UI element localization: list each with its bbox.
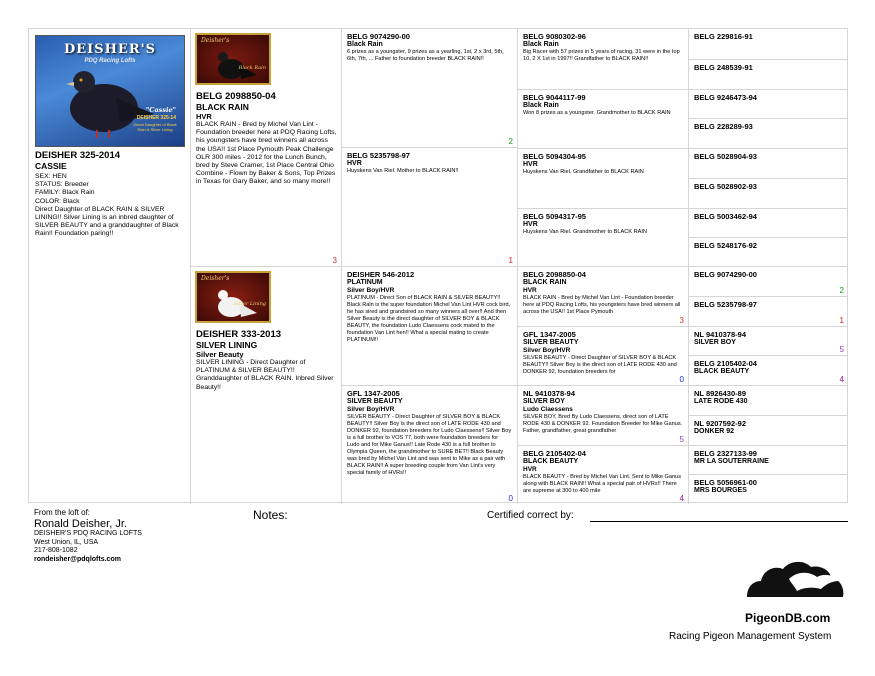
gen4-ref-number-7: 4 (679, 494, 684, 503)
gen5-cell-6 (688, 208, 848, 238)
gen4-desc-2: Huyskens Van Riel. Grandfather to BLACK RAIN (523, 169, 644, 175)
gen5-name-13: DONKER 92 (694, 428, 735, 435)
loft-name: DEISHER'S PDQ RACING LOFTS (34, 530, 142, 537)
gen4-strain-6: Ludo Claessens (523, 406, 573, 413)
gen3-ref-number-0: 2 (508, 137, 513, 146)
photo-title: DEISHER'S (63, 42, 156, 57)
gen4-strain-7: HVR (523, 466, 537, 473)
photo-caption: "Cassie" (145, 106, 176, 114)
gen5-id-5: BELG 5028902-93 (694, 182, 757, 191)
gen5-id-6: BELG 5003462-94 (694, 212, 757, 221)
gen5-name-14: MR LA SOUTERRAINE (694, 458, 769, 465)
gen3-desc-0: 6 prizes as a youngster, 9 prizes as a yearling, 1st, 2 x 3rd, 5th, 6th, 7th, ... Father to foundation breeder BLACK RAIN!! (347, 49, 504, 62)
gen5-id-10: NL 9410378-94 (694, 330, 746, 339)
gen5-name-10: SILVER BOY (694, 339, 736, 346)
gen4-name-4: BLACK RAIN (523, 279, 567, 286)
loft-phone: 217-808-1082 (34, 547, 78, 554)
gen3-id-2: DEISHER 546-2012 (347, 270, 415, 279)
gen3-name-3: SILVER BEAUTY (347, 398, 403, 405)
dam-name: SILVER LINING (196, 340, 258, 350)
gen4-cell-7 (517, 445, 689, 504)
gen5-cell-11 (688, 355, 848, 386)
gen5-cell-10 (688, 326, 848, 356)
gen5-ref-number-11: 4 (839, 375, 844, 384)
gen3-ref-number-3: 0 (508, 494, 513, 503)
gen5-cell-13 (688, 415, 848, 446)
gen3-name-1: HVR (347, 160, 362, 167)
notes-label: Notes: (253, 508, 288, 522)
subject-name: CASSIE (35, 161, 67, 171)
photo-subtitle: PDQ Racing Lofts (84, 58, 136, 64)
gen4-name-2: HVR (523, 161, 538, 168)
gen4-id-1: BELG 9044117-99 (523, 93, 586, 102)
gen5-id-8: BELG 9074290-00 (694, 270, 757, 279)
loft-city: West Union, IL, USA (34, 538, 99, 546)
pigeondb-logo-icon (745, 557, 847, 605)
gen4-strain-4: HVR (523, 287, 537, 294)
gen4-name-3: HVR (523, 221, 538, 228)
gen5-id-14: BELG 2327133-99 (694, 449, 757, 458)
gen5-id-4: BELG 5028904-93 (694, 152, 757, 161)
gen4-desc-3: Huyskens Van Riel. Grandmother to BLACK RAIN (523, 229, 647, 235)
gen5-name-15: MRS BOURGES (694, 487, 747, 494)
gen4-cell-1 (517, 89, 689, 149)
gen5-cell-2 (688, 89, 848, 119)
gen3-desc-2: PLATINUM - Direct Son of BLACK RAIN & SILVER BEAUTY!! Black Rain is the super foundation Michel Van Lint HVR cock bird, he has sired and grandsired so many winners all over!! And then Silver Beauty is the direct daughter of SILVER BOY & BLACK BEAUTY, the foundation Ludo Claessens cock mated to the foundation Van Lint hen!! What a special mating to create PLATINUM!! (347, 294, 511, 343)
gen4-cell-0 (517, 29, 689, 90)
gen5-id-3: BELG 228289-93 (694, 122, 753, 131)
sire-description: BLACK RAIN - Bred by Michel Van Lint - Foundation breeder here at PDQ Racing Lofts, his youngsters have bred winners all across the USA!! 1st Place Pymouth Peak Challenge OLR 300 miles - 2012 for the Lunch Bunch, bred by Steve Cramer, 1st Place Central Ohio Combine - Flown by Baker & Sons, Top Prizes in Texas for Gary Baker, and so many more!! (196, 121, 337, 186)
gen5-cell-7 (688, 237, 848, 267)
subject-family: FAMILY: Black Rain (35, 189, 95, 197)
gen5-id-12: NL 8926430-89 (694, 389, 746, 398)
gen4-cell-2 (517, 148, 689, 209)
gen4-id-7: BELG 2105402-04 (523, 449, 586, 458)
sire-cell (190, 29, 342, 267)
gen4-desc-0: Big Racer with 57 prizes in 5 years of racing, 31 were in the top 10, 2 X 1st in 1997!! Grandfather to BLACK RAIN!! (523, 49, 680, 62)
gen3-ref-number-1: 1 (508, 256, 513, 265)
gen5-id-1: BELG 248539-91 (694, 63, 753, 72)
photo-caption-id: DEISHER 325-14 (136, 115, 176, 121)
gen4-cell-5 (517, 326, 689, 386)
gen4-ref-number-5: 0 (679, 375, 684, 384)
brand-tagline: Racing Pigeon Management System (669, 631, 832, 642)
gen5-ref-number-9: 1 (839, 316, 844, 325)
dam-photo-title: Deisher's (201, 275, 230, 282)
gen4-desc-5: SILVER BEAUTY - Direct Daughter of SILVER BOY & BLACK BEAUTY!! Silver Boy is the direct son of LATE RODE 430 and DONKER 92, foundation breeders for (523, 354, 677, 375)
gen5-id-15: BELG 5056961-00 (694, 478, 757, 487)
gen5-cell-8 (688, 266, 848, 297)
pedigree-sheet (28, 28, 848, 503)
gen5-name-12: LATE RODE 430 (694, 398, 748, 405)
gen4-strain-5: Silver Boy/HVR (523, 347, 571, 354)
dam-photo (195, 271, 271, 323)
gen5-cell-1 (688, 59, 848, 90)
dam-strain: Silver Beauty (196, 350, 244, 359)
gen5-cell-14 (688, 445, 848, 475)
gen4-name-1: Black Rain (523, 102, 559, 109)
signature-line[interactable] (590, 521, 848, 522)
loft-email: rondeisher@pdqlofts.com (34, 555, 121, 563)
gen5-cell-9 (688, 296, 848, 327)
dam-description: SILVER LINING - Direct Daughter of PLATINUM & SILVER BEAUTY!! Granddaughter of BLACK RAIN. Inbred Silver Beauty!! (196, 359, 334, 391)
gen5-cell-5 (688, 178, 848, 209)
gen4-desc-1: Won 8 prizes as a youngster. Grandmother to BLACK RAIN (523, 110, 671, 116)
subject-photo (35, 35, 185, 147)
gen4-cell-6 (517, 385, 689, 446)
gen3-cell-3 (341, 385, 518, 504)
gen3-strain-2: Silver Boy/HVR (347, 287, 395, 294)
gen3-cell-0 (341, 29, 518, 148)
gen5-name-11: BLACK BEAUTY (694, 368, 750, 375)
gen5-id-0: BELG 229816-91 (694, 32, 753, 41)
dam-cell (190, 266, 342, 504)
subject-color: COLOR: Black (35, 197, 80, 205)
gen3-name-0: Black Rain (347, 41, 383, 48)
gen4-id-5: GFL 1347-2005 (523, 330, 576, 339)
gen4-ref-number-6: 5 (679, 435, 684, 444)
gen5-id-9: BELG 5235798-97 (694, 300, 757, 309)
sire-strain: HVR (196, 112, 212, 121)
dam-id: DEISHER 333-2013 (196, 329, 282, 340)
photo-caption-note: Direct Daughter of Black Rain & Silver Lining (133, 122, 177, 132)
gen3-name-2: PLATINUM (347, 279, 383, 286)
owner-name: Ronald Deisher, Jr. (34, 518, 127, 530)
certified-label: Certified correct by: (487, 510, 574, 521)
sire-id: BELG 2098850-04 (196, 91, 276, 102)
sire-photo-caption: Black Rain (238, 65, 266, 71)
dam-photo-caption: Silver Lining (233, 301, 266, 307)
gen5-id-2: BELG 9246473-94 (694, 93, 757, 102)
gen4-name-7: BLACK BEAUTY (523, 458, 579, 465)
gen3-cell-2 (341, 266, 518, 386)
gen5-cell-0 (688, 29, 848, 60)
subject-status: STATUS: Breeder (35, 181, 89, 189)
gen4-desc-4: BLACK RAIN - Bred by Michel Van Lint - Foundation breeder here at PDQ Racing Lofts, his youngsters have bred winners all across the USA!! 1st Place Pymouth (523, 294, 681, 315)
gen4-name-6: SILVER BOY (523, 398, 565, 405)
gen5-ref-number-8: 2 (839, 286, 844, 295)
subject-sex: SEX: HEN (35, 173, 67, 180)
subject-cell (29, 29, 191, 503)
gen4-ref-number-4: 3 (679, 316, 684, 325)
gen4-desc-7: BLACK BEAUTY - Bred by Michel Van Lint. Sent to Mike Ganus along with BLACK RAIN!! What a special pair of HVRs!! There are supreme at 300 to 400 mile (523, 473, 682, 494)
gen3-id-1: BELG 5235798-97 (347, 151, 410, 160)
gen3-desc-1: Huyskens Van Riel. Mother to BLACK RAIN!! (347, 168, 459, 174)
gen5-cell-12 (688, 385, 848, 416)
subject-id: DEISHER 325-2014 (35, 150, 121, 161)
from-label: From the loft of: (34, 508, 91, 517)
gen5-cell-3 (688, 118, 848, 149)
gen3-desc-3: SILVER BEAUTY - Direct Daughter of SILVER BOY & BLACK BEAUTY!! Silver Boy is the direct son of LATE RODE 430 and DONKER 92, foundation breeders for Ludo Claessens!! Silver Boy is a full brother to VOS 77, both were foundation breeders for Ludo and for Mike Ganus!! Late Rode 430 is a full brother to Olympia Queen, the grandmother to SURE BET!! Black Beauty was bred by Michel Van Lint and was sent to Mike as a pair with BLACK RAIN!! A super breeding couple from Van Lint's very special family of HVRs!! (347, 413, 512, 476)
gen4-id-2: BELG 5094304-95 (523, 152, 586, 161)
gen5-cell-15 (688, 474, 848, 504)
gen3-id-0: BELG 9074290-00 (347, 32, 410, 41)
subject-description: Direct Daughter of BLACK RAIN & SILVER LINING!! Silver Lining is an inbred daughter of SILVER BEAUTY and a granddaughter of Black Rain!! Foundation paring!! (35, 205, 179, 238)
gen3-cell-1 (341, 147, 518, 267)
gen4-id-6: NL 9410378-94 (523, 389, 575, 398)
gen5-id-13: NL 9207592-92 (694, 419, 746, 428)
gen3-strain-3: Silver Boy/HVR (347, 406, 395, 413)
gen5-id-7: BELG 5248176-92 (694, 241, 757, 250)
gen5-ref-number-10: 5 (839, 345, 844, 354)
sire-pigeon-image (197, 35, 271, 85)
sire-photo-title: Deisher's (201, 37, 230, 44)
gen5-id-11: BELG 2105402-04 (694, 359, 757, 368)
sire-name: BLACK RAIN (196, 102, 249, 112)
gen4-name-0: Black Rain (523, 41, 559, 48)
brand-name: PigeonDB.com (745, 611, 831, 625)
gen4-id-0: BELG 9080302-96 (523, 32, 586, 41)
gen4-id-4: BELG 2098850-04 (523, 270, 586, 279)
sire-photo (195, 33, 271, 85)
dam-pigeon-image (197, 273, 271, 323)
gen4-desc-6: SILVER BOY, Bred By Ludo Claessens, direct son of LATE RODE 430 & DONKER 92. Foundation Breeder for Mike Ganus. Father, grandfather, great grandfather (523, 413, 683, 434)
gen5-cell-4 (688, 148, 848, 179)
gen4-cell-3 (517, 208, 689, 267)
owner-block (34, 508, 234, 564)
sire-ref-number: 3 (332, 256, 337, 265)
gen4-id-3: BELG 5094317-95 (523, 212, 586, 221)
gen3-id-3: GFL 1347-2005 (347, 389, 400, 398)
gen4-cell-4 (517, 266, 689, 327)
gen4-name-5: SILVER BEAUTY (523, 339, 579, 346)
